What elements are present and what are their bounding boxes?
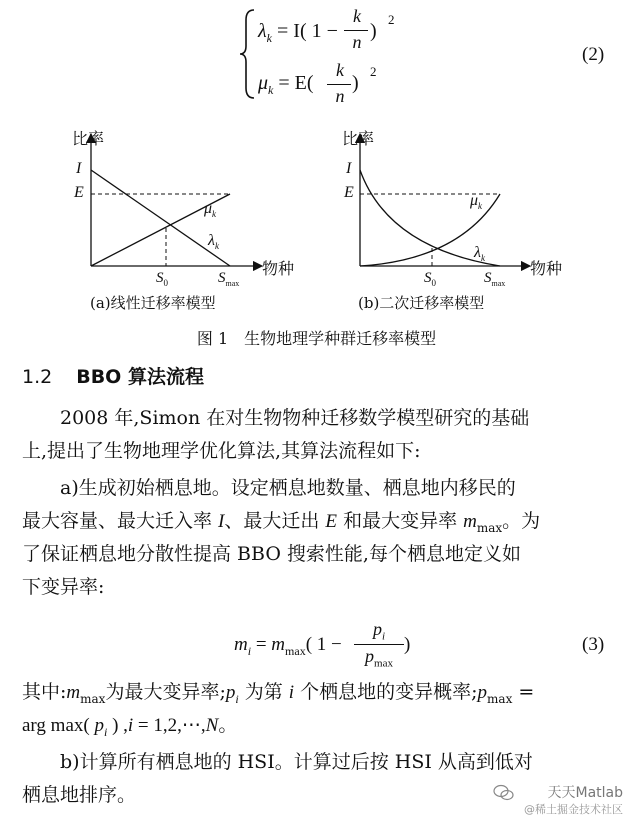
tick-I-a: I [76,160,82,177]
watermark-name: 天天Matlab [547,785,623,801]
label-mu-a: $\mu_k$ [204,200,217,220]
paragraph-1 [22,402,622,468]
watermark-sub: @稀土掘金技术社区 [524,803,623,816]
paragraph-line: arg max( $p_i$ ) ,i = 1,2,⋯,N。 [22,715,238,739]
section-number: 1.2 [22,366,53,388]
fraction-1-denominator: n [352,32,362,52]
section-heading [22,362,204,389]
subcaption-a: (a)线性迁移率模型 [90,294,216,312]
equation-number-2: (2) [582,44,605,65]
tick-Smax-a: $S_{max}$ [218,270,240,288]
fraction-2-bar [327,84,351,85]
left-brace [238,8,258,100]
equation-lambda: $\lambda_k = I$( 1 − [258,20,338,45]
paragraph-line: 栖息地排序。 [22,784,137,806]
equation-3-close: ) [404,634,411,655]
close-paren-2: ) [352,72,359,94]
exponent-2: 2 [370,64,377,79]
close-paren-1: ) [370,20,377,42]
equation-3-numerator: $p_i$ [372,619,386,643]
paragraph-line: 上,提出了生物地理学优化算法,其算法流程如下: [22,440,421,462]
fraction-1-bar [344,30,368,31]
y-axis-label-a: 比率 [72,129,105,148]
label-mu-b: $\mu_k$ [470,192,483,212]
fraction-1-numerator: k [353,6,361,26]
equation-3-bar [354,644,404,645]
equation-number-3: (3) [582,634,605,655]
tick-S0-b: $S_0$ [424,270,436,288]
fraction-2-denominator: n [335,86,345,106]
paragraph-3 [22,676,622,742]
paragraph-2 [22,472,622,604]
label-lambda-b: $\lambda_k$ [474,244,485,264]
figure-caption: 图 1 生物地理学种群迁移率模型 [196,329,437,348]
equation-3-denominator: $p_{max}$ [365,646,393,670]
y-axis-label-b: 比率 [342,129,375,148]
tick-I-b: I [346,160,352,177]
paragraph-line: 最大容量、最大迁入率 I、最大迁出 E 和最大变异率 $m_{max}$。为 [22,510,541,535]
tick-E-a: E [74,184,84,201]
watermark [493,782,623,820]
exponent-1: 2 [388,12,395,27]
paragraph-line: 其中$:m_{max}$为最大变异率$;p_i$ 为第 i 个栖息地的变异概率$;p_{max}$ = [22,681,535,706]
paragraph-line: 2008 年,Simon 在对生物物种迁移数学模型研究的基础 [22,407,530,429]
paragraph-line: 了保证栖息地分散性提高 BBO 搜索性能,每个栖息地定义如 [22,543,521,565]
x-axis-label-b: 物种 [530,259,563,278]
section-title: BBO 算法流程 [76,366,204,388]
tick-S0-a: $S_0$ [156,270,168,288]
fraction-2-numerator: k [336,60,344,80]
equation-3-lhs: $m_i = m_{max}$( 1 − [234,634,342,658]
tick-Smax-b: $S_{max}$ [484,270,506,288]
x-axis-label-a: 物种 [262,259,295,278]
paragraph-line: b)计算所有栖息地的 HSI。计算过后按 HSI 从高到低对 [22,751,533,773]
paragraph-line: a)生成初始栖息地。设定栖息地数量、栖息地内移民的 [22,477,516,499]
tick-E-b: E [344,184,354,201]
subcaption-b: (b)二次迁移率模型 [358,294,485,312]
label-lambda-a: $\lambda_k$ [208,232,219,252]
paragraph-line: 下变异率: [22,576,105,598]
equation-mu: $\mu_k = E$( [258,72,314,97]
wechat-icon [493,784,515,802]
